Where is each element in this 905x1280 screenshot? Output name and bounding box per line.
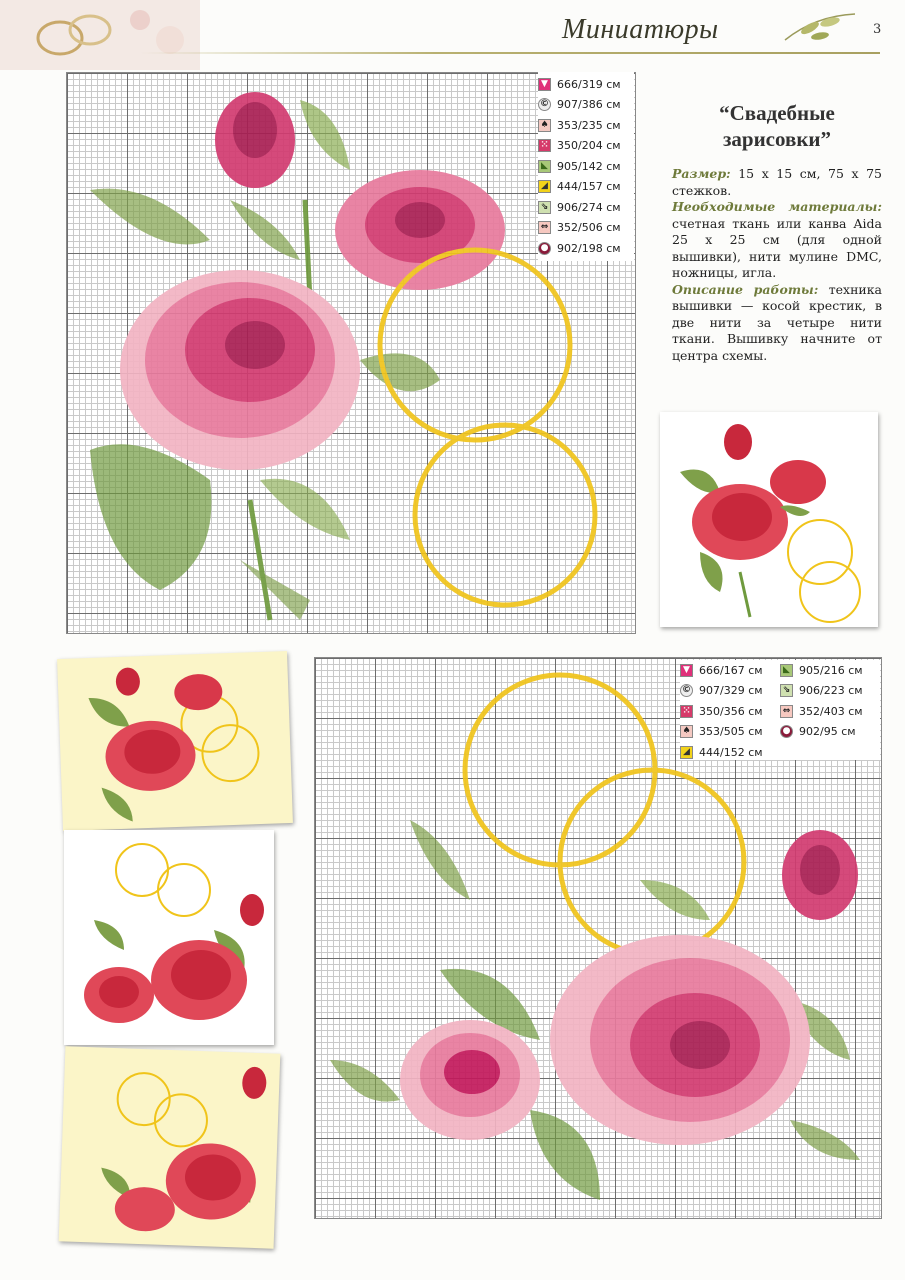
materials-paragraph: Необходимые материалы: счетная ткань или канва Aida 25 х 25 см (для одной вышивки), нити мулине DMC, ножницы, игла. <box>672 199 882 280</box>
legend-row: ⇔ 352/506 см <box>538 218 634 239</box>
finished-embroidery-photo-3 <box>64 830 274 1045</box>
dots-icon: ⁙ <box>680 705 693 718</box>
legend-row: ⇘ 906/274 см <box>538 197 634 218</box>
legend-column-right <box>780 660 880 760</box>
article-text <box>672 100 882 364</box>
corner-triangle-icon: ◢ <box>538 180 551 193</box>
circle-icon: ● <box>538 242 551 255</box>
page-header <box>0 0 905 70</box>
legend-row: ♠ 353/235 см <box>538 115 634 136</box>
legend-row: © 907/386 см <box>540 98 621 112</box>
spade-icon: ♠ <box>680 725 693 738</box>
triangle-down-icon: ▼ <box>538 78 551 91</box>
corner-triangle-icon: ◢ <box>680 746 693 759</box>
rose-embroidery-image <box>59 1046 281 1248</box>
finished-embroidery-photo-4 <box>59 1046 281 1248</box>
legend-row: © 907/329 см <box>682 684 763 698</box>
rose-embroidery-image <box>64 830 274 1045</box>
legend-row: ⁙ 350/204 см <box>538 136 634 157</box>
leaf-ornament-icon <box>780 6 860 46</box>
legend-row: ⁙ 350/356 см <box>680 701 780 722</box>
legend-row: ◢ 444/152 см <box>680 742 780 763</box>
header-rule <box>140 52 880 54</box>
page-number: 3 <box>873 22 882 37</box>
half-triangle-icon: ◣ <box>780 664 793 677</box>
legend-row: ● 902/198 см <box>538 238 634 259</box>
article-title: “Свадебные зарисовки” <box>719 101 835 151</box>
hatch-icon: ⇘ <box>538 201 551 214</box>
legend-row: ⇔ 352/403 см <box>780 701 880 722</box>
rose-embroidery-image <box>57 651 293 831</box>
legend-row: ▼ 666/167 см <box>680 660 780 681</box>
triangle-down-icon: ▼ <box>680 664 693 677</box>
hatch-icon: ⇘ <box>780 684 793 697</box>
bottom-color-key <box>680 660 880 760</box>
copyright-icon: © <box>682 685 691 696</box>
top-color-key <box>538 72 634 261</box>
finished-embroidery-photo-1 <box>660 412 878 627</box>
legend-row: ◣ 905/142 см <box>538 156 634 177</box>
double-arrow-icon: ⇔ <box>780 705 793 718</box>
finished-embroidery-photo-2 <box>57 651 293 831</box>
size-paragraph: Размер: 15 х 15 см, 75 х 75 стежков. <box>672 166 882 198</box>
double-arrow-icon: ⇔ <box>538 221 551 234</box>
rose-embroidery-image <box>660 412 878 627</box>
dots-icon: ⁙ <box>538 139 551 152</box>
section-title: Миниатюры <box>562 14 719 45</box>
half-triangle-icon: ◣ <box>538 160 551 173</box>
legend-row: ▼ 666/319 см <box>538 74 634 95</box>
wedding-rings-decoration <box>0 0 200 70</box>
legend-row: ◢ 444/157 см <box>538 177 634 198</box>
copyright-icon: © <box>540 99 549 110</box>
work-paragraph: Описание работы: техника вышивки — косой крестик, в две нити за четыре нити ткани. Вышивку начните от центра схемы. <box>672 281 882 363</box>
legend-row: ♠ 353/505 см <box>680 722 780 743</box>
legend-column-left <box>680 660 780 760</box>
spade-icon: ♠ <box>538 119 551 132</box>
legend-row: ⇘ 906/223 см <box>780 681 880 702</box>
legend-row: ● 902/95 см <box>780 722 880 743</box>
circle-icon: ● <box>780 725 793 738</box>
legend-row: ◣ 905/216 см <box>780 660 880 681</box>
